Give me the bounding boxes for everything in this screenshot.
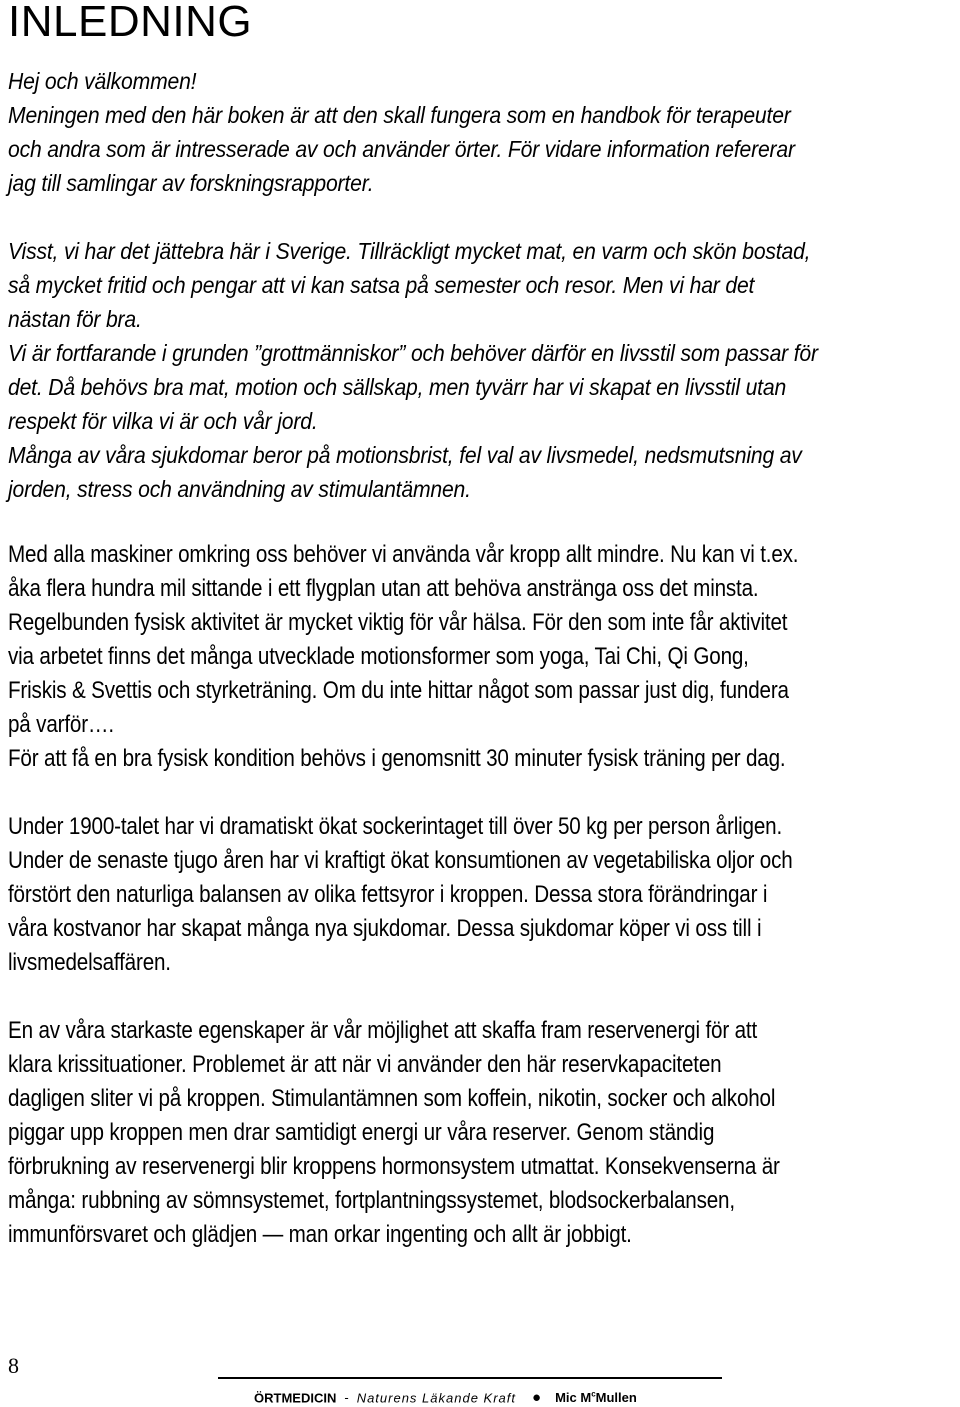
intro-italic-section [8, 64, 954, 506]
text-line: Regelbunden fysisk aktivitet är mycket viktig för vår hälsa. För den som inte får aktivitet [8, 609, 788, 636]
text-line [8, 776, 822, 810]
text-line: och andra som är intresserade av och använder örter. För vidare information refererar [8, 136, 795, 162]
text-line: livsmedelsaffären. [8, 949, 171, 976]
text-line: nästan för bra. [8, 306, 142, 332]
text-line: förbrukning av reservenergi blir kroppens hormonsystem utmattat. Konsekvenserna är [8, 1153, 780, 1180]
footer-author-prefix: Mic M [555, 1390, 592, 1406]
text-line: förstört den naturliga balansen av olika fettsyror i kroppen. Dessa stora förändringar i [8, 881, 768, 908]
text-line: Med alla maskiner omkring oss behöver vi använda vår kropp allt mindre. Nu kan vi t.ex. [8, 541, 799, 568]
text-line: många: rubbning av sömnsystemet, fortplantningssystemet, blodsockerbalansen, [8, 1187, 735, 1214]
footer-author-suffix: Mullen [595, 1390, 637, 1406]
text-line: på varför…. [8, 711, 114, 738]
footer-author [555, 1390, 637, 1405]
footer-divider [218, 1377, 722, 1379]
text-line: Visst, vi har det jättebra här i Sverige. Tillräckligt mycket mat, en varm och skön bostad, [8, 238, 811, 264]
footer-dash: - [344, 1390, 349, 1406]
footer-bullet-icon: ● [532, 1389, 542, 1407]
page-heading: INLEDNING [8, 0, 253, 46]
text-line: klara krissituationer. Problemet är att när vi använder den här reservkapaciteten [8, 1051, 722, 1078]
page-number: 8 [8, 1353, 19, 1378]
text-line: respekt för vilka vi är och vår jord. [8, 408, 318, 434]
footer-book-title: Naturens Läkande Kraft [356, 1390, 516, 1406]
text-line: jorden, stress och användning av stimulantämnen. [8, 476, 471, 502]
text-line: Hej och välkommen! [8, 68, 197, 94]
text-line: dagligen sliter vi på kroppen. Stimulantämnen som koffein, nikotin, socker och alkohol [8, 1085, 776, 1112]
text-line: En av våra starkaste egenskaper är vår möjlighet att skaffa fram reservenergi för att [8, 1017, 758, 1044]
text-line: immunförsvaret och glädjen — man orkar ingenting och allt är jobbigt. [8, 1221, 632, 1248]
text-line: via arbetet finns det många utvecklade motionsformer som yoga, Tai Chi, Qi Gong, [8, 643, 749, 670]
text-line: Under de senaste tjugo åren har vi kraftigt ökat konsumtionen av vegetabiliska oljor och [8, 847, 793, 874]
text-line [8, 980, 822, 1014]
text-line: För att få en bra fysisk kondition behövs i genomsnitt 30 minuter fysisk träning per dag. [8, 745, 786, 772]
body-text-section [8, 538, 954, 1252]
text-line: jag till samlingar av forskningsrapporter. [8, 170, 374, 196]
text-line [8, 200, 878, 234]
footer-publication-title: ÖRTMEDICIN [254, 1390, 337, 1406]
text-line: våra kostvanor har skapat många nya sjukdomar. Dessa sjukdomar köper vi oss till i [8, 915, 762, 942]
text-line: Vi är fortfarande i grunden ”grottmänniskor” och behöver därför en livsstil som passar för [8, 340, 818, 366]
text-line: åka flera hundra mil sittande i ett flygplan utan att behöva anstränga oss det minsta. [8, 575, 759, 602]
text-line: Meningen med den här boken är att den skall fungera som en handbok för terapeuter [8, 102, 791, 128]
text-line: så mycket fritid och pengar att vi kan satsa på semester och resor. Men vi har det [8, 272, 755, 298]
text-line: det. Då behövs bra mat, motion och sällskap, men tyvärr har vi skapat en livsstil utan [8, 374, 787, 400]
text-line: piggar upp kroppen men drar samtidigt energi ur våra reserver. Genom ständig [8, 1119, 715, 1146]
footer-author-sup: c [591, 1390, 596, 1399]
text-line: Under 1900-talet har vi dramatiskt ökat sockerintaget till över 50 kg per person årligen. [8, 813, 783, 840]
text-line: Friskis & Svettis och styrketräning. Om du inte hittar något som passar just dig, fundera [8, 677, 789, 704]
text-line: Många av våra sjukdomar beror på motionsbrist, fel val av livsmedel, nedsmutsning av [8, 442, 802, 468]
